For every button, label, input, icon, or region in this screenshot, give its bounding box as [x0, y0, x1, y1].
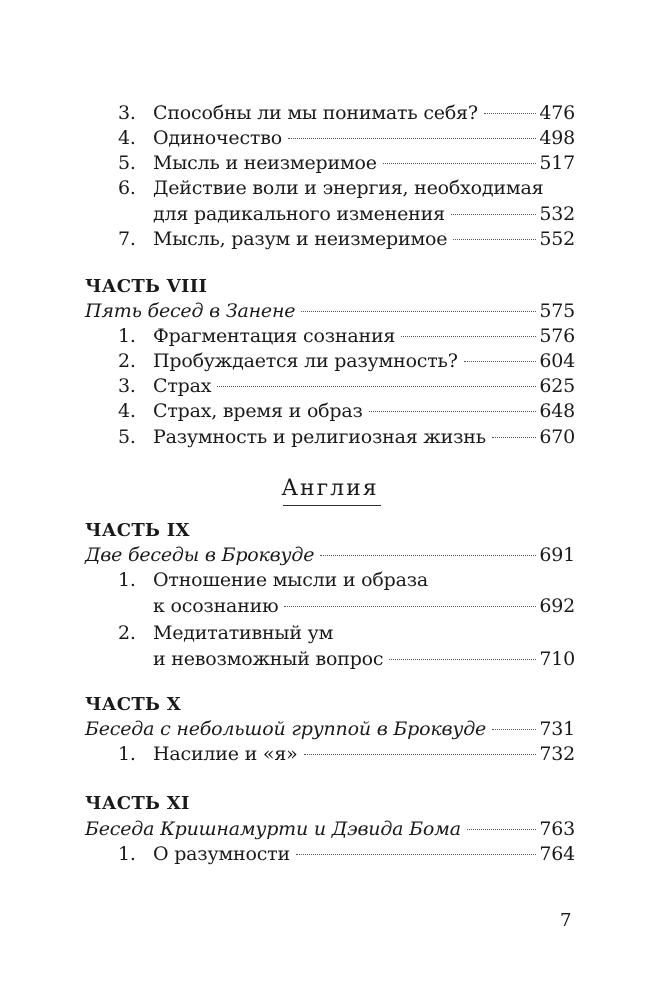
entry-title: Одиночество — [153, 127, 282, 149]
toc-entry — [85, 620, 575, 672]
toc-subtitle-entry — [85, 816, 575, 842]
toc-entry — [85, 323, 575, 349]
toc-subtitle-entry — [85, 716, 575, 742]
entry-number: 1. — [118, 743, 136, 765]
entry-title: Фрагментация сознания — [153, 325, 396, 347]
entry-page: 625 — [539, 375, 575, 397]
toc-subtitle-entry — [85, 542, 575, 568]
toc-entry — [85, 373, 575, 399]
dot-leader — [320, 555, 536, 556]
toc-entry — [85, 741, 575, 767]
entry-page: 732 — [539, 743, 575, 765]
entry-page: 576 — [539, 325, 575, 347]
entry-page: 532 — [539, 203, 575, 225]
toc-entry — [85, 841, 575, 867]
entry-number: 4. — [118, 400, 136, 422]
part-heading: ЧАСТЬ X — [85, 694, 182, 715]
entry-page: 731 — [539, 718, 575, 740]
entry-number: 1. — [118, 843, 136, 865]
entry-page: 764 — [539, 843, 575, 865]
entry-number: 2. — [118, 350, 136, 372]
dot-leader — [453, 239, 536, 240]
entry-title-line1: Медитативный ум — [153, 622, 334, 644]
dot-leader — [451, 214, 536, 215]
entry-title: Страх — [153, 375, 212, 397]
dot-leader — [288, 138, 536, 139]
toc-entry — [85, 125, 575, 151]
entry-title-line2: для радикального изменения — [153, 203, 445, 225]
entry-number: 1. — [118, 569, 136, 591]
toc-entry — [85, 348, 575, 374]
heading-rule — [283, 505, 381, 506]
entry-title: Две беседы в Броквуде — [85, 544, 315, 566]
toc-entry — [85, 398, 575, 424]
entry-number: 1. — [118, 325, 136, 347]
entry-title-line2: к осознанию — [153, 595, 279, 617]
entry-title-line1: Действие воли и энергия, необходимая — [153, 177, 544, 199]
entry-page: 604 — [539, 350, 575, 372]
entry-title: Насилие и «я» — [153, 743, 298, 765]
dot-leader — [401, 336, 536, 337]
toc-entry — [85, 567, 575, 619]
country-heading: Англия — [281, 476, 379, 501]
dot-leader — [467, 829, 537, 830]
entry-page: 763 — [539, 818, 575, 840]
entry-number: 5. — [118, 426, 136, 448]
entry-number: 7. — [118, 228, 136, 250]
entry-title-line2: и невозможный вопрос — [153, 648, 384, 670]
entry-page: 498 — [539, 127, 575, 149]
entry-page: 648 — [539, 400, 575, 422]
dot-leader — [492, 437, 536, 438]
toc-subtitle-entry — [85, 298, 575, 324]
entry-number: 2. — [118, 622, 136, 644]
entry-title: Мысль, разум и неизмеримое — [153, 228, 448, 250]
entry-number: 3. — [118, 375, 136, 397]
dot-leader — [389, 659, 536, 660]
entry-title: Беседа Кришнамурти и Дэвида Бома — [85, 818, 461, 840]
part-heading: ЧАСТЬ XI — [85, 793, 190, 814]
dot-leader — [284, 606, 536, 607]
entry-page: 691 — [539, 544, 575, 566]
entry-title: Беседа с небольшой группой в Броквуде — [85, 718, 487, 740]
entry-title-line1: Отношение мысли и образа — [153, 569, 428, 591]
entry-number: 3. — [118, 102, 136, 124]
dot-leader — [301, 311, 536, 312]
part-heading: ЧАСТЬ VIII — [85, 276, 208, 297]
dot-leader — [492, 729, 536, 730]
entry-title: Способны ли мы понимать себя? — [153, 102, 478, 124]
entry-number: 4. — [118, 127, 136, 149]
entry-page: 517 — [539, 152, 575, 174]
entry-title: Пробуждается ли разумность? — [153, 350, 458, 372]
dot-leader — [369, 411, 537, 412]
entry-title: Пять бесед в Занене — [85, 300, 296, 322]
entry-page: 476 — [539, 102, 575, 124]
entry-page: 710 — [539, 648, 575, 670]
page-number: 7 — [560, 910, 572, 931]
dot-leader — [464, 361, 537, 362]
dot-leader — [383, 163, 537, 164]
dot-leader — [296, 854, 536, 855]
toc-entry — [85, 175, 575, 227]
entry-page: 692 — [539, 595, 575, 617]
dot-leader — [304, 754, 537, 755]
entry-page: 552 — [539, 228, 575, 250]
entry-title: Разумность и религиозная жизнь — [153, 426, 486, 448]
entry-title: Мысль и неизмеримое — [153, 152, 377, 174]
entry-page: 575 — [539, 300, 575, 322]
entry-title: О разумности — [153, 843, 290, 865]
toc-entry — [85, 226, 575, 252]
toc-entry — [85, 150, 575, 176]
dot-leader — [484, 113, 537, 114]
dot-leader — [217, 386, 536, 387]
entry-number: 5. — [118, 152, 136, 174]
entry-title: Страх, время и образ — [153, 400, 363, 422]
toc-entry — [85, 100, 575, 126]
part-heading: ЧАСТЬ IX — [85, 520, 190, 541]
entry-number: 6. — [118, 177, 136, 199]
toc-entry — [85, 424, 575, 450]
entry-page: 670 — [539, 426, 575, 448]
